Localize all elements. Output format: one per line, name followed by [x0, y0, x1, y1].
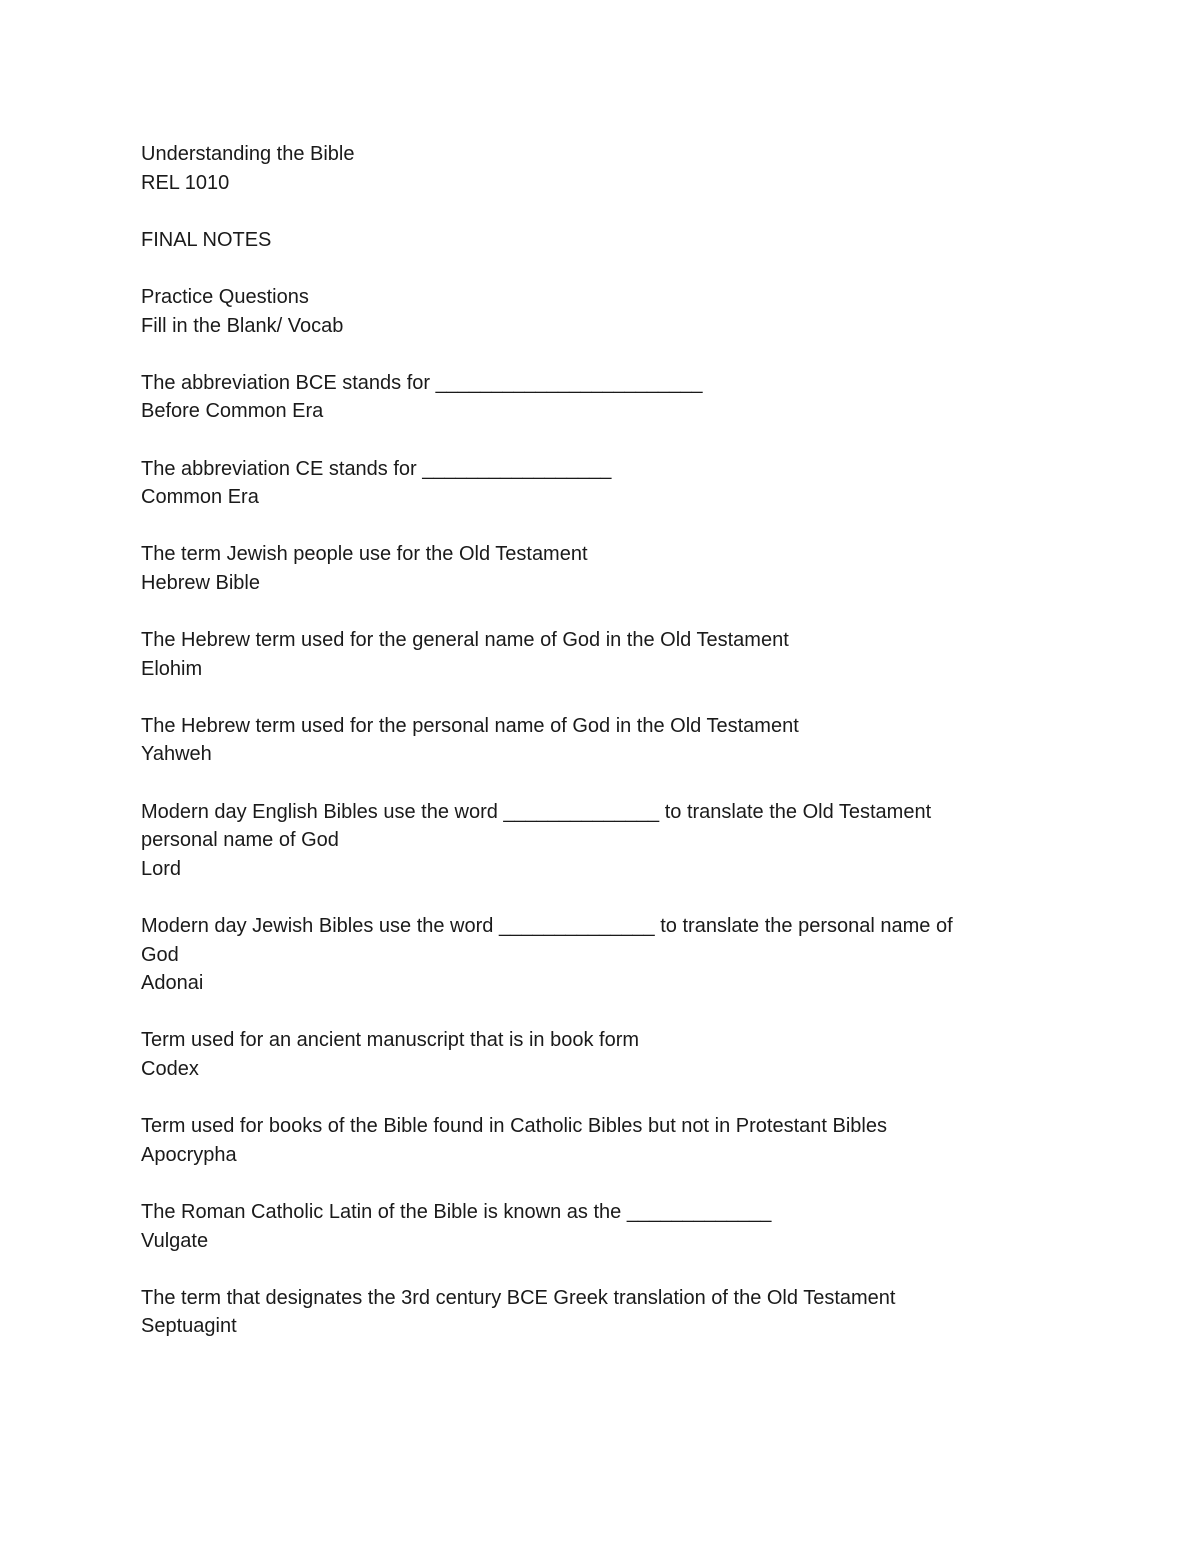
question-prompt-line-1: Modern day English Bibles use the word ______________ to translate the Old Testament — [141, 800, 932, 823]
spacer — [141, 683, 1041, 712]
question-prompt: The Roman Catholic Latin of the Bible is known as the _____________ — [141, 1200, 772, 1223]
notes-title: FINAL NOTES — [141, 228, 272, 251]
question-item — [141, 1284, 1041, 1341]
question-item — [141, 1112, 1041, 1169]
spacer — [141, 426, 1041, 455]
question-prompt: The term Jewish people use for the Old Testament — [141, 543, 588, 566]
question-prompt: The abbreviation CE stands for _________________ — [141, 457, 612, 480]
question-prompt: The term that designates the 3rd century BCE Greek translation of the Old Testament — [141, 1286, 896, 1309]
spacer — [141, 512, 1041, 541]
question-prompt: The Hebrew term used for the general name of God in the Old Testament — [141, 629, 789, 652]
spacer — [141, 197, 1041, 226]
question-prompt-line-2: personal name of God — [141, 829, 339, 852]
spacer — [141, 1255, 1041, 1284]
question-answer: Hebrew Bible — [141, 571, 260, 594]
spacer — [141, 998, 1041, 1027]
question-item — [141, 1198, 1041, 1255]
question-item — [141, 912, 1041, 998]
spacer — [141, 340, 1041, 369]
question-answer: Before Common Era — [141, 400, 324, 423]
section-subtitle: Fill in the Blank/ Vocab — [141, 314, 344, 337]
spacer — [141, 1084, 1041, 1113]
question-prompt: Term used for books of the Bible found in Catholic Bibles but not in Protestant Bibles — [141, 1115, 887, 1138]
question-answer: Yahweh — [141, 743, 212, 766]
document-body — [141, 140, 1041, 1341]
question-answer: Elohim — [141, 657, 203, 680]
spacer — [141, 254, 1041, 283]
question-answer: Vulgate — [141, 1229, 209, 1252]
question-prompt-line-1: Modern day Jewish Bibles use the word ______________ to translate the personal name of — [141, 915, 953, 938]
question-item — [141, 369, 1041, 426]
course-title: Understanding the Bible — [141, 143, 355, 165]
question-prompt-line-2: God — [141, 943, 179, 966]
spacer — [141, 1169, 1041, 1198]
question-answer: Septuagint — [141, 1315, 237, 1338]
spacer — [141, 598, 1041, 627]
spacer — [141, 883, 1041, 912]
question-prompt: Term used for an ancient manuscript that is in book form — [141, 1029, 640, 1052]
section-title: Practice Questions — [141, 285, 309, 308]
question-answer: Lord — [141, 857, 182, 880]
course-code: REL 1010 — [141, 171, 230, 194]
question-item — [141, 626, 1041, 683]
question-prompt: The Hebrew term used for the personal name of God in the Old Testament — [141, 714, 799, 737]
question-answer: Codex — [141, 1058, 199, 1080]
question-item — [141, 712, 1041, 769]
spacer — [141, 769, 1041, 798]
question-answer: Apocrypha — [141, 1143, 237, 1166]
question-item — [141, 455, 1041, 512]
question-item — [141, 798, 1041, 884]
question-item — [141, 1026, 1041, 1083]
question-answer: Common Era — [141, 486, 259, 509]
question-answer: Adonai — [141, 972, 204, 995]
question-prompt: The abbreviation BCE stands for ________________________ — [141, 371, 703, 394]
question-item — [141, 540, 1041, 597]
